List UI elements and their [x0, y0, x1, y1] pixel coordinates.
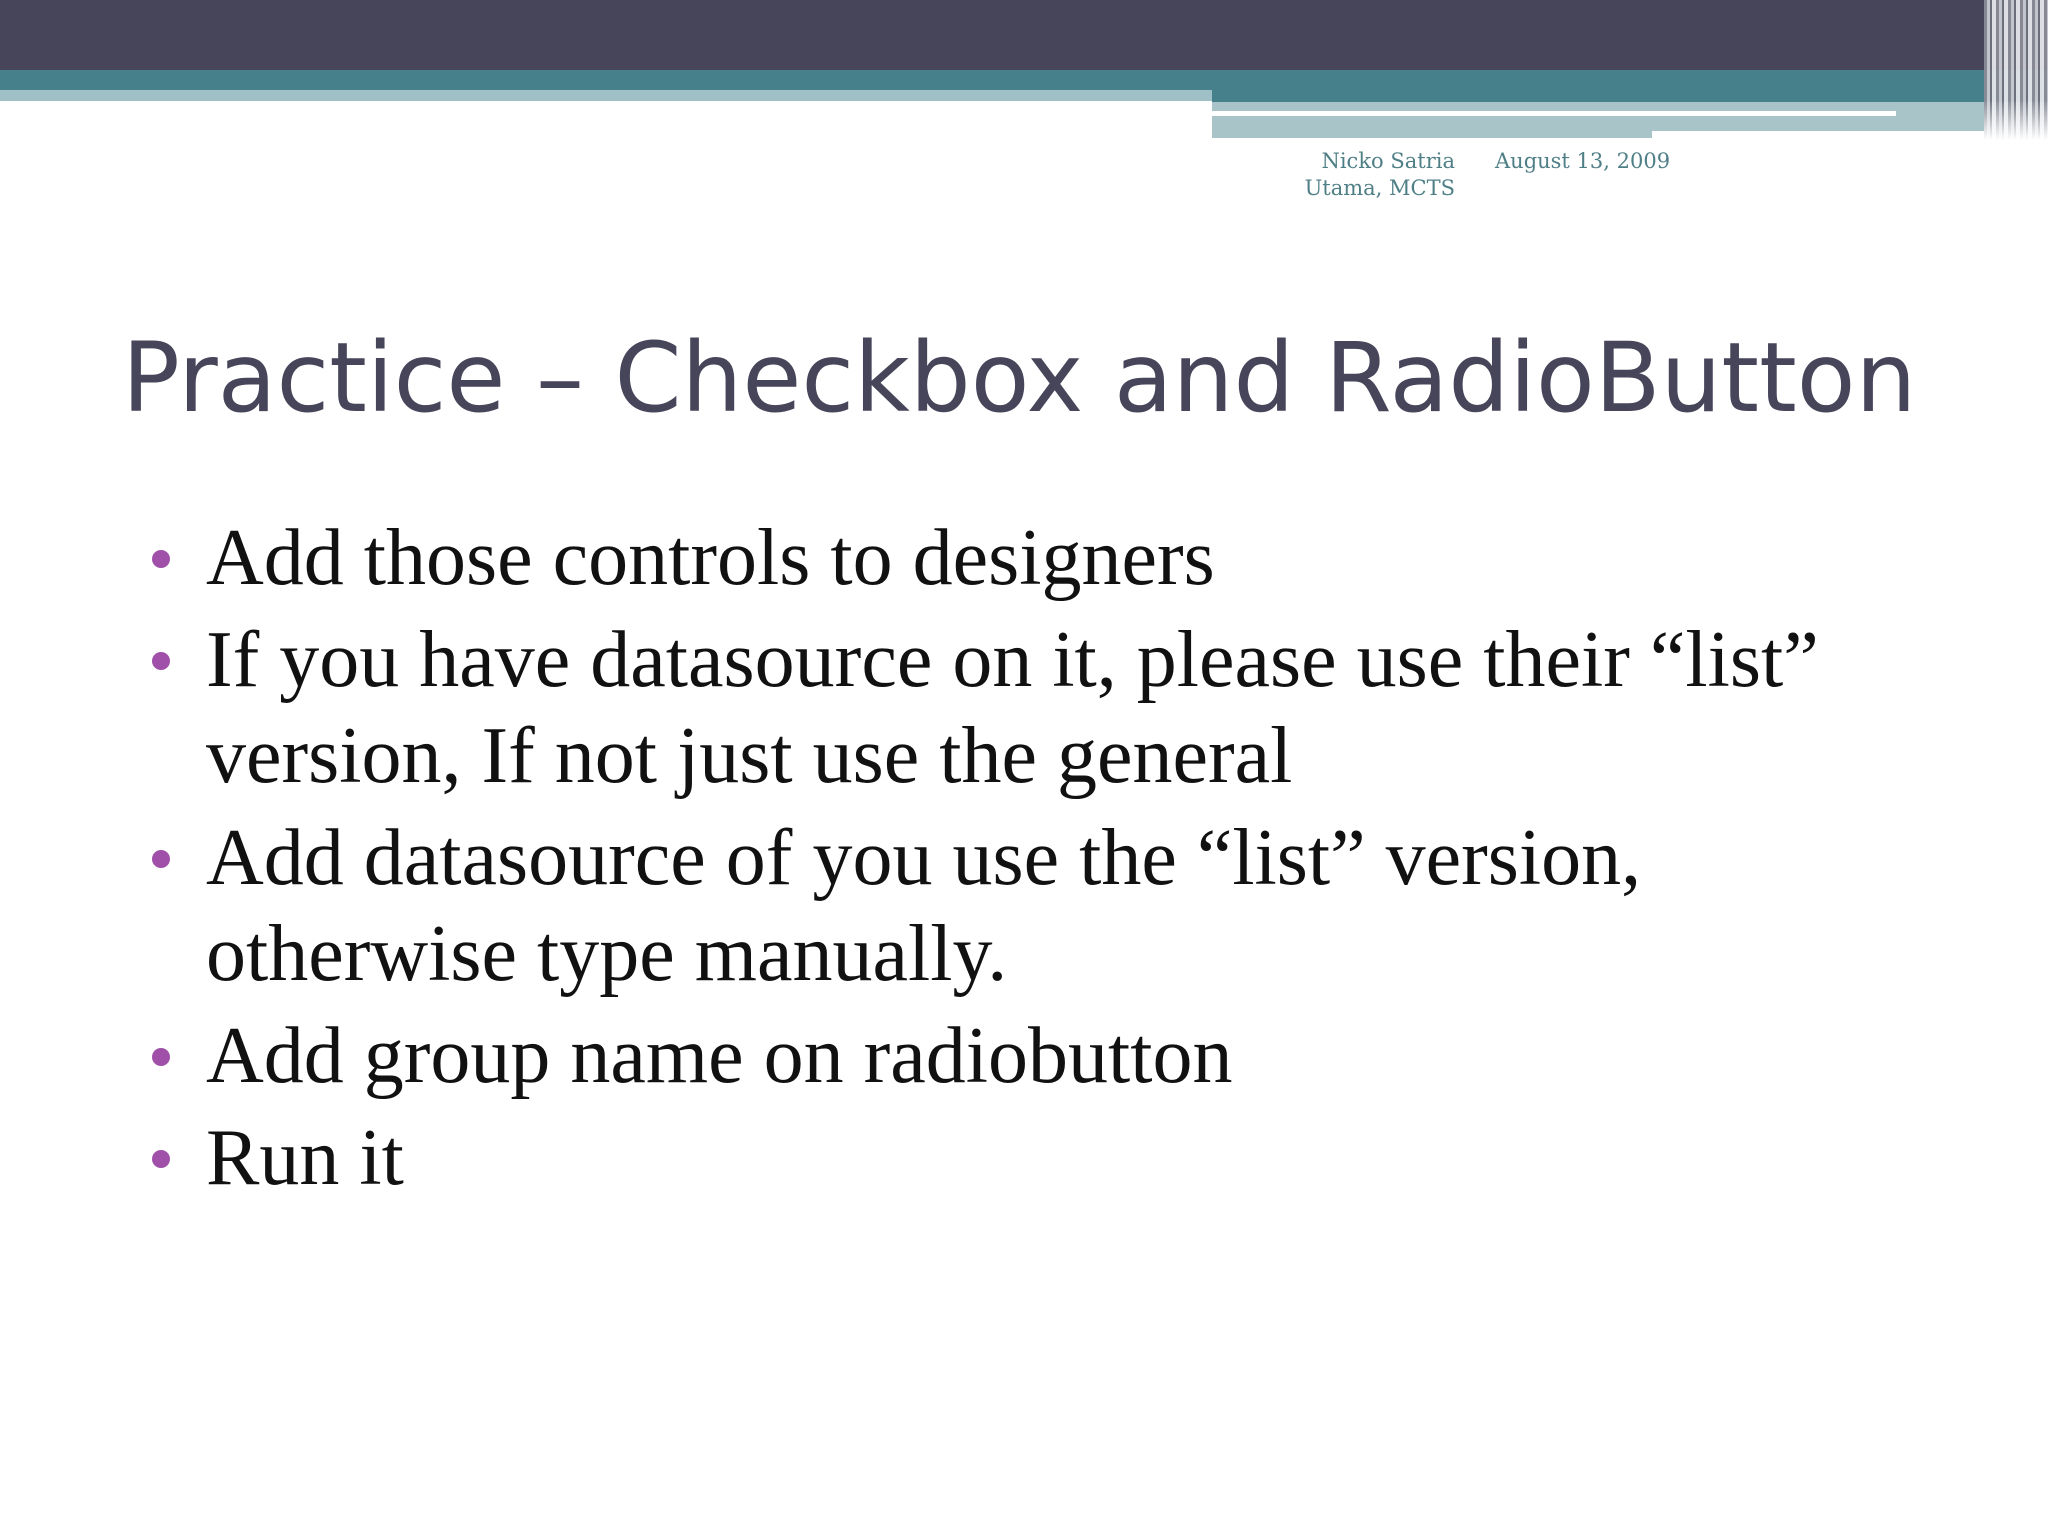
bullet-dot-icon	[152, 1048, 170, 1066]
slide-date: August 13, 2009	[1495, 149, 1671, 173]
edge-stripes-fade	[1984, 100, 2048, 140]
header-band-teal	[0, 70, 2048, 90]
header-band-light	[0, 90, 1212, 101]
slide-title: Practice – Checkbox and RadioButton	[122, 322, 1917, 434]
bullet-dot-icon	[152, 1150, 170, 1168]
header-band-dark	[0, 0, 2048, 70]
bullet-item	[148, 810, 1928, 1002]
bullet-item	[148, 612, 1928, 804]
bullet-text: If you have datasource on it, please use their “list” version, If not just use the general	[206, 616, 1819, 800]
bullet-list	[148, 510, 1928, 1212]
header-accent-line	[1212, 111, 1896, 116]
bullet-item	[148, 510, 1928, 606]
bullet-item	[148, 1008, 1928, 1104]
slide-author: Nicko Satria Utama, MCTS	[1304, 149, 1455, 200]
bullet-dot-icon	[152, 850, 170, 868]
bullet-text: Run it	[206, 1114, 404, 1202]
bullet-text: Add those controls to designers	[206, 514, 1215, 602]
bullet-text: Add group name on radiobutton	[206, 1012, 1233, 1100]
bullet-dot-icon	[152, 652, 170, 670]
header-band-right-teal	[1212, 90, 2048, 102]
bullet-text: Add datasource of you use the “list” version, otherwise type manually.	[206, 814, 1642, 998]
bullet-item	[148, 1110, 1928, 1206]
bullet-dot-icon	[152, 550, 170, 568]
